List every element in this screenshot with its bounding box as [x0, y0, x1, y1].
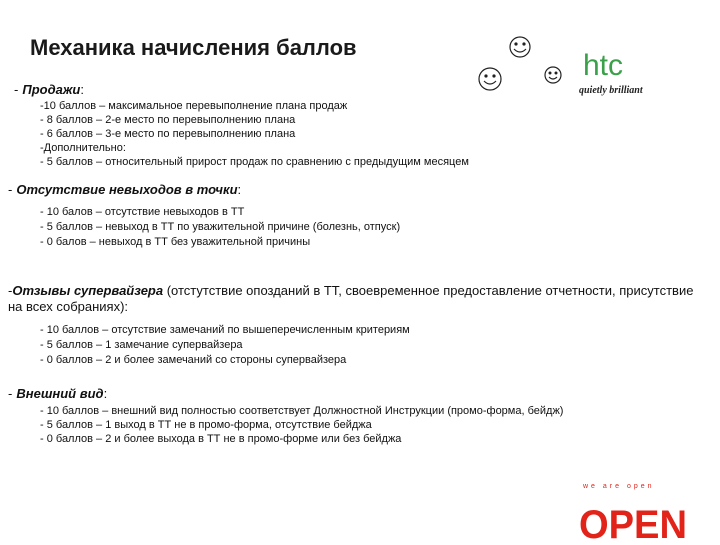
- list-item: - 10 балов – отсутствие невыходов в ТТ: [40, 206, 245, 218]
- smiley-icon: [510, 37, 530, 57]
- bullet-dash: -: [14, 82, 19, 97]
- list-item: - 5 баллов – относительный прирост продаж по сравнению с предыдущим месяцем: [40, 156, 469, 168]
- section-appearance-colon: :: [103, 386, 108, 401]
- section-supervisor-prefix: -: [8, 283, 13, 298]
- section-appearance-title: Внешний вид: [16, 386, 104, 401]
- list-item: - 10 баллов – отсутствие замечаний по вышеперечисленным критериям: [40, 324, 410, 336]
- list-item: -Дополнительно:: [40, 142, 126, 154]
- section-supervisor-title: Отзывы супервайзера: [12, 283, 164, 298]
- section-attendance-colon: :: [237, 182, 242, 197]
- list-item: - 5 баллов – 1 замечание супервайзера: [40, 339, 243, 351]
- list-item: - 6 баллов – 3-е место по перевыполнению плана: [40, 128, 296, 140]
- list-item: - 8 баллов – 2-е место по перевыполнению плана: [40, 114, 296, 126]
- smiley-icon: [545, 67, 561, 83]
- bullet-dash: -: [8, 182, 13, 197]
- open-tagline: we are open: [583, 483, 655, 490]
- open-logo: [576, 480, 696, 545]
- htc-wordmark: htc: [583, 49, 624, 82]
- section-supervisor-text: (отстутствие опозданий в ТТ, своевременное предоставление отчетности, присутствие на всех собраниях):: [8, 283, 694, 314]
- htc-tagline: quietly brilliant: [579, 85, 643, 96]
- list-item: - 0 баллов – 2 и более замечаний со стороны супервайзера: [40, 354, 347, 366]
- section-sales-colon: :: [80, 82, 84, 97]
- list-item: - 5 баллов – невыход в ТТ по уважительной причине (болезнь, отпуск): [40, 221, 401, 233]
- list-item: -10 баллов – максимальное перевыполнение плана продаж: [40, 100, 348, 112]
- section-appearance-heading: [8, 386, 107, 401]
- open-wordmark: OPEN: [579, 503, 687, 540]
- list-item: - 10 баллов – внешний вид полностью соответствует Должностной Инструкции (промо-форма, бейдж): [40, 405, 564, 417]
- list-item: - 0 баллов – 2 и более выхода в ТТ не в промо-форме или без бейджа: [40, 433, 402, 445]
- bullet-dash: -: [8, 386, 13, 401]
- page-title: Механика начисления баллов: [30, 35, 357, 60]
- section-sales-title: Продажи: [22, 82, 81, 97]
- section-supervisor-paragraph: [8, 283, 698, 315]
- htc-logo: [475, 35, 675, 110]
- section-sales-heading: [14, 82, 84, 97]
- smiley-icon: [479, 68, 501, 90]
- section-attendance-heading: [8, 182, 241, 197]
- list-item: - 5 баллов – 1 выход в ТТ не в промо-форма, отсутствие бейджа: [40, 419, 372, 431]
- section-attendance-title: Отсутствие невыходов в точки: [16, 182, 238, 197]
- list-item: - 0 балов – невыход в ТТ без уважительной причины: [40, 236, 311, 248]
